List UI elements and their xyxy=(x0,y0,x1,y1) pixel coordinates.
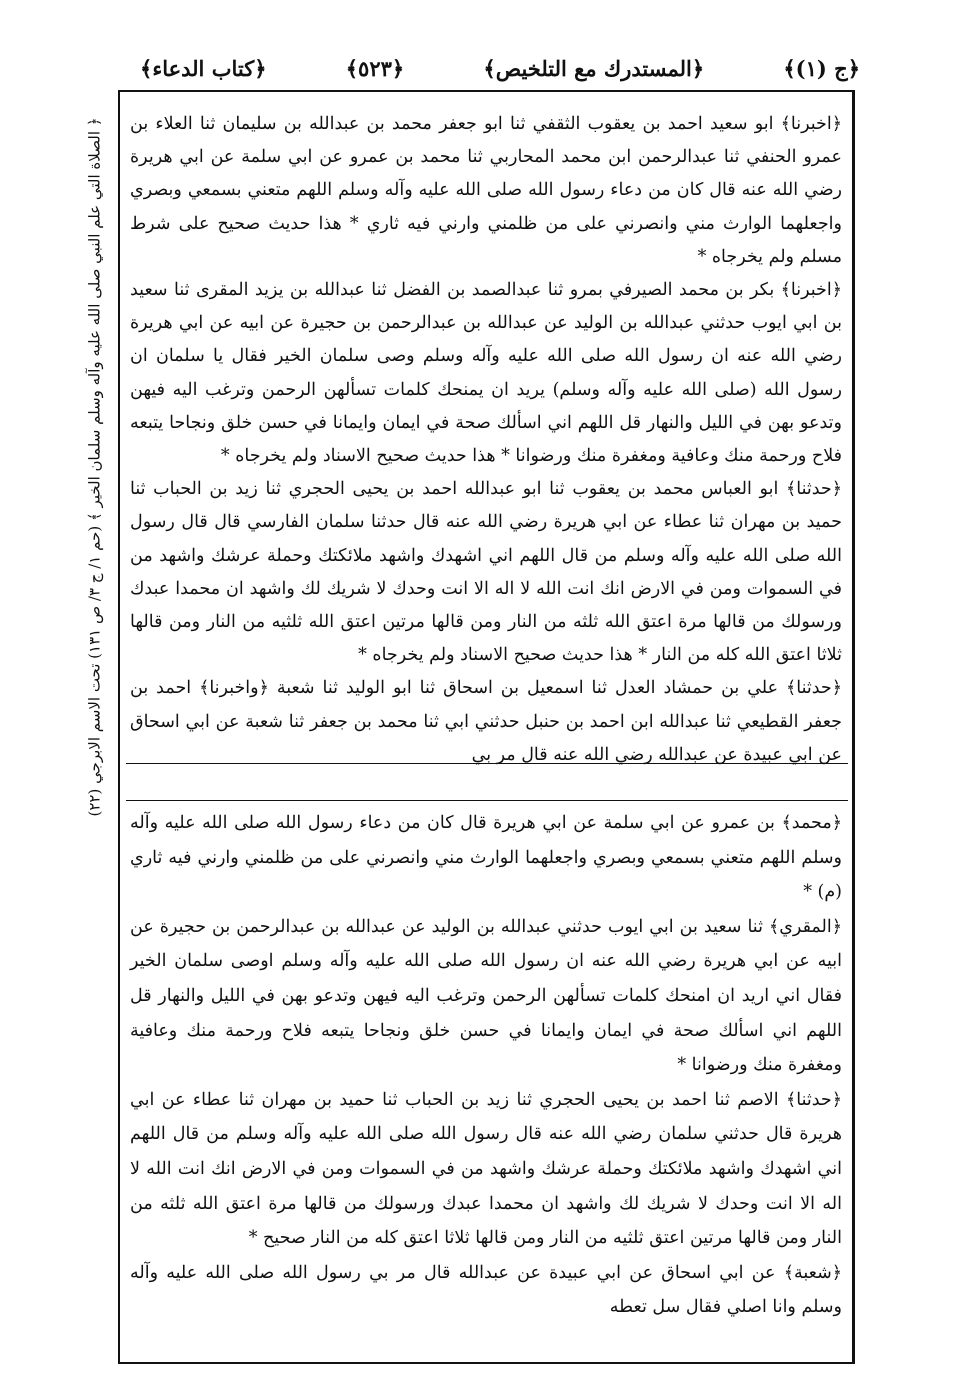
page-header xyxy=(140,48,860,88)
book-title: ﴿كتاب الدعاء﴾ xyxy=(140,55,267,81)
section-divider xyxy=(126,763,848,764)
hadith-paragraph-2: ﴿اخبرنا﴾ بكر بن محمد الصيرفي بمرو ثنا عبدالصمد بن الفضل ثنا عبدالله بن يزيد المقرى ثنا سعيد بن ابي ايوب حدثني عبدالله بن الوليد عن عبدالله بن عبدالرحمن بن حجيرة عن ابيه عن ابي هريرة رضي الله عنه ان رسول الله صلى الله عليه وآله وسلم وصى سلمان الخير فقال يا سلمان ان رسول الله (صلى الله عليه وآله وسلم) يريد ان يمنحك كلمات تسألهن الرحمن وترغب اليه فيهن وتدعو بهن في الليل والنهار قل اللهم اني اسألك صحة في ايمان وايمانا في حسن خلق ونجاحا يتبعه فلاح ورحمة منك وعافية ومغفرة منك ورضوانا * هذا حديث صحيح الاسناد ولم يخرجاه * xyxy=(130,280,842,467)
talkhis-paragraph-4: ﴿شعبة﴾ عن ابي اسحاق عن ابي عبيدة عن عبدالله قال مر بي رسول الله صلى الله عليه وآله وسلم وانا اصلي فقال سل تعطه xyxy=(130,1262,842,1318)
page-number: ﴿٥٢٣﴾ xyxy=(345,55,405,81)
talkhis-section xyxy=(130,806,842,1325)
running-title: ﴿المستدرك مع التلخيص﴾ xyxy=(483,55,705,81)
margin-note xyxy=(70,102,120,832)
talkhis-paragraph-1: ﴿محمد﴾ بن عمرو عن ابي سلمة عن ابي هريرة قال كان من دعاء رسول الله صلى الله عليه وآله وسلم اللهم متعني بسمعي وبصري واجعلهما الوارث مني وانصرني على من ظلمني وارني فيه ثاري (م) * xyxy=(130,813,842,903)
talkhis-paragraph-2: ﴿المقري﴾ ثنا سعيد بن ابي ايوب حدثني عبدالله بن الوليد عن عبدالله بن عبدالرحمن بن حجيرة عن ابيه عن ابي هريرة رضي الله عنه ان رسول الله صلى الله عليه وآله وسلم اوصى سلمان الخير فقال اني اريد ان امنحك كلمات تسألهن الرحمن وترغب اليه فيهن وتدعو بهن في الليل والنهار قل اللهم اني اسألك صحة في ايمان وايمانا في حسن خلق ونجاحا يتبعه فلاح ورحمة منك وعافية ومغفرة منك ورضوانا * xyxy=(130,916,842,1076)
volume-label: ﴿ج (١)﴾ xyxy=(783,55,860,81)
margin-note-text: ﴿ الصلاة التي علم النبي صلى الله عليه وآله وسلم سلمان الخير ﴾ (حم ١/ ج ٣/ ص ١٣١) تحت الاسم الابرجي (٢٢) xyxy=(86,117,105,817)
talkhis-paragraph-3: ﴿حدثنا﴾ الاصم ثنا احمد بن يحيى الحجري ثنا زيد بن الحباب ثنا حميد بن مهران ثنا عطاء عن ابي هريرة قال حدثني سلمان رضي الله عنه قال رسول الله صلى الله عليه وآله وسلم من قال اللهم اني اشهدك واشهد ملائكتك وحملة عرشك واشهد من في السموات ومن في الارض انك انت الله لا اله الا انت وحدك لا شريك لك واشهد ان محمدا عبدك ورسولك من قالها مرة اعتق الله ثلثه من النار ومن قالها مرتين اعتق ثلثيه من النار ومن قالها ثلاثا اعتق كله من النار صحيح * xyxy=(130,1089,842,1249)
hadith-paragraph-4: ﴿حدثنا﴾ علي بن حمشاد العدل ثنا اسمعيل بن اسحاق ثنا ابو الوليد ثنا شعبة ﴿واخبرنا﴾ احمد بن جعفر القطيعي ثنا عبدالله ابن احمد بن حنبل حدثني ابي ثنا محمد بن جعفر ثنا شعبة عن ابي اسحاق عن ابي عبيدة عن عبدالله رضي الله عنه قال مر بي xyxy=(130,678,842,765)
hadith-paragraph-1: ﴿اخبرنا﴾ ابو سعيد احمد بن يعقوب الثقفي ثنا ابو جعفر محمد بن عبدالله بن سليمان ثنا العلاء بن عمرو الحنفي ثنا عبدالرحمن ابن محمد المحاربي ثنا محمد بن عمرو عن ابي سلمة عن ابي هريرة رضي الله عنه قال كان من دعاء رسول الله صلى الله عليه وآله وسلم اللهم متعني بسمعي وبصري واجعلهما الوارث مني وانصرني على من ظلمني وارني فيه ثاري * هذا حديث صحيح على شرط مسلم ولم يخرجاه * xyxy=(130,114,842,267)
main-text xyxy=(130,108,842,772)
section-divider-lower xyxy=(126,800,848,801)
hadith-paragraph-3: ﴿حدثنا﴾ ابو العباس محمد بن يعقوب ثنا ابو عبدالله احمد بن يحيى الحجري ثنا زيد بن الحباب ثنا حميد بن مهران ثنا عطاء عن ابي هريرة رضي الله عنه قال حدثنا سلمان الفارسي قال قال رسول الله صلى الله عليه وآله وسلم من قال اللهم اني اشهدك واشهد ملائكتك وحملة عرشك واشهد من في السموات ومن في الارض انك انت الله لا اله الا انت وحدك لا شريك لك واشهد ان محمدا عبدك ورسولك من قالها مرة اعتق الله ثلثه من النار ومن قالها مرتين اعتق الله ثلثيه من النار ومن قالها ثلاثا اعتق الله كله من النار * هذا حديث صحيح الاسناد ولم يخرجاه * xyxy=(130,479,842,666)
